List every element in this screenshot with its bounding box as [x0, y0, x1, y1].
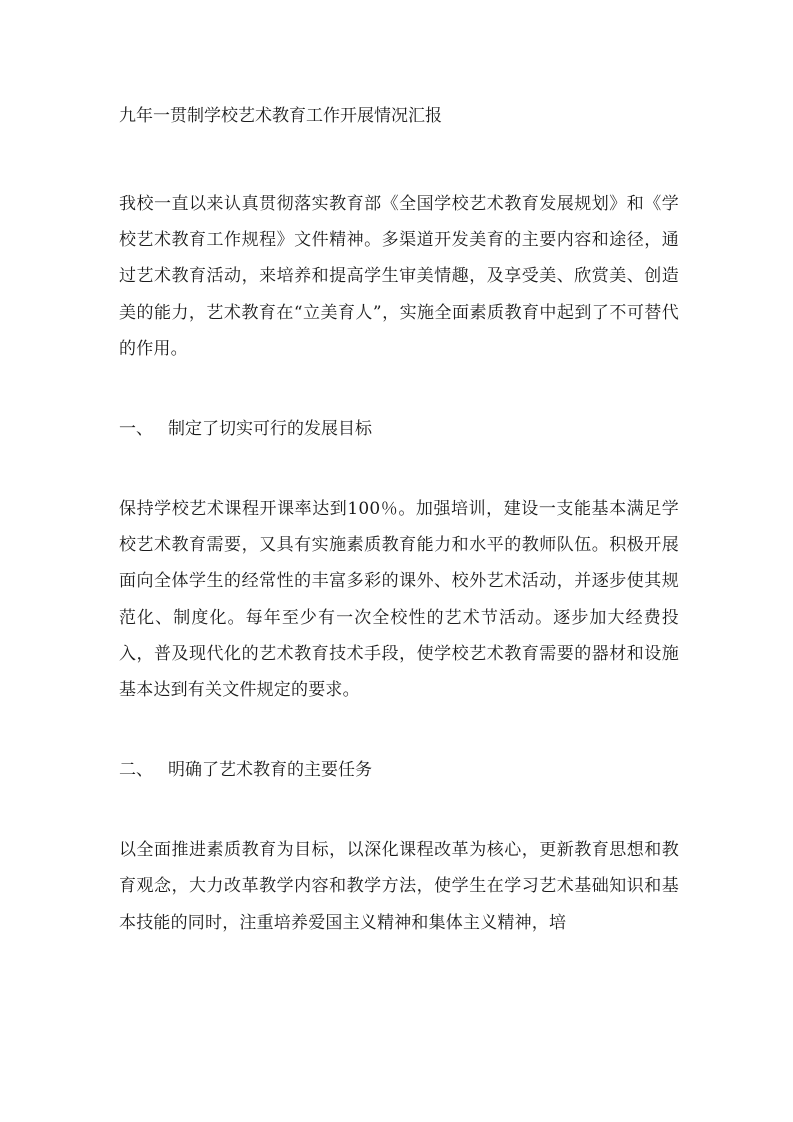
section-heading-text: 制定了切实可行的发展目标: [168, 419, 372, 440]
document-title: 九年一贯制学校艺术教育工作开展情况汇报: [119, 106, 442, 126]
section-number: 二、: [119, 760, 153, 781]
spacer: [119, 708, 679, 752]
section-heading-2: [119, 752, 679, 788]
spacer: [119, 447, 679, 491]
intro-paragraph: 我校一直以来认真贯彻落实教育部《全国学校艺术教育发展规划》和《学校艺术教育工作规程》文件精神。多渠道开发美育的主要内容和途径，通过艺术教育活动，来培养和提高学生审美情趣，及享受美、欣赏美、创造美的能力，艺术教育在“立美育人”，实施全面素质教育中起到了不可替代的作用。: [119, 194, 679, 359]
section-body-1: 保持学校艺术课程开课率达到100％。加强培训，建设一支能基本满足学校艺术教育需要，又具有实施素质教育能力和水平的教师队伍。积极开展面向全体学生的经常性的丰富多彩的课外、校外艺术活动，并逐步使其规范化、制度化。每年至少有一次全校性的艺术节活动。逐步加大经费投入，普及现代化的艺术教育技术手段，使学校艺术教育需要的器材和设施基本达到有关文件规定的要求。: [119, 499, 679, 701]
spacer: [119, 132, 679, 186]
spacer: [119, 367, 679, 411]
section-heading-text: 明确了艺术教育的主要任务: [168, 760, 372, 781]
spacer: [119, 788, 679, 832]
section-number: 一、: [119, 419, 153, 440]
section-heading-1: [119, 411, 679, 447]
section-body-2: 以全面推进素质教育为目标，以深化课程改革为核心，更新教育思想和教育观念，大力改革教学内容和教学方法，使学生在学习艺术基础知识和基本技能的同时，注重培养爱国主义精神和集体主义精神，培: [119, 840, 679, 933]
document-page: [119, 100, 679, 941]
